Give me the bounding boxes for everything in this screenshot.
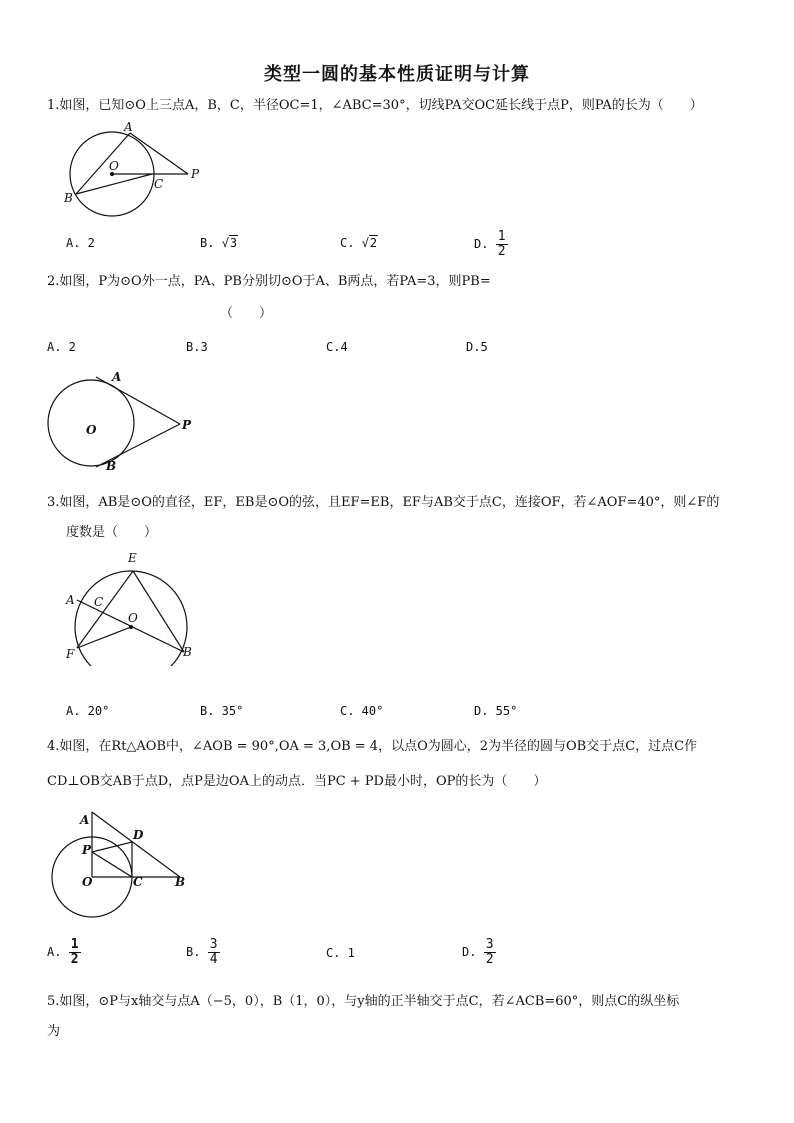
question-5-text-line-2: 为 [47, 1024, 61, 1039]
q2-option-d: D.5 [466, 340, 488, 354]
q2-option-a: A. 2 [47, 340, 76, 354]
sqrt-sign: √3 [221, 236, 238, 250]
q4-option-d: D. $\frac{3}{2}$ [462, 937, 494, 967]
tangent-pa [96, 377, 180, 424]
q3-option-a: A. 20° [66, 704, 110, 718]
question-2-figure [44, 364, 204, 474]
q2-option-b: B.3 [186, 340, 208, 354]
q1-option-b: B. √3 [200, 236, 238, 250]
label-b: B [106, 459, 117, 473]
label-o: O [86, 423, 97, 437]
q2-option-c: C.4 [326, 340, 348, 354]
label-o: O [109, 159, 119, 173]
question-3-figure [60, 548, 210, 666]
label-c: C [94, 595, 104, 609]
label-a: A [124, 120, 133, 134]
page-title: 类型一圆的基本性质证明与计算 [264, 64, 530, 85]
chord-ef [77, 571, 133, 648]
q3-option-c: C. 40° [340, 704, 384, 718]
q1-option-c: C. √2 [340, 236, 378, 250]
question-1-text: 1.如图，已知⊙O上三点A，B，C，半径OC=1，∠ABC=30°，切线PA交OC延长线于点P，则PA的长为（ ） [47, 98, 703, 113]
question-2-text: 2.如图，P为⊙O外一点，PA、PB分别切⊙O于A、B两点，若PA=3，则PB= [47, 274, 491, 289]
label-a: A [112, 370, 122, 384]
question-2-paren: （ ） [220, 306, 273, 321]
segment-ab [92, 812, 180, 877]
question-1-figure [58, 118, 218, 223]
label-o: O [82, 875, 93, 889]
label-a: A [80, 813, 90, 827]
segment-bc [76, 174, 152, 194]
label-c: C [154, 177, 164, 191]
sqrt-sign: √2 [361, 236, 378, 250]
q4-option-b: B. $\frac{3}{4}$ [186, 937, 218, 967]
q3-option-b: B. 35° [200, 704, 244, 718]
label-o: O [128, 611, 138, 625]
label-p: P [82, 843, 92, 857]
label-p: P [191, 167, 200, 181]
q1-option-a: A. 2 [66, 236, 95, 250]
center-point [130, 626, 133, 629]
question-5-text-line-1: 5.如图，⊙P与x轴交与点A（−5，0），B（1，0），与y轴的正半轴交于点C，若∠ACB=60°，则点C的纵坐标 [47, 994, 680, 1009]
label-c: C [133, 875, 143, 889]
label-f: F [66, 647, 75, 661]
question-4-text-line-1: 4.如图，在Rt△AOB中，∠AOB = 90°,OA = 3,OB = 4，以点O为圆心，2为半径的圆与OB交于点C，过点C作 [47, 739, 698, 754]
question-3-text-line-2: 度数是（ ） [66, 525, 158, 540]
label-p: P [182, 418, 192, 432]
q4-option-a: A. $\frac{1}{2}$ [47, 937, 79, 967]
q3-option-d: D. 55° [474, 704, 518, 718]
question-4-text-line-2: CD⊥OB交AB于点D，点P是边OA上的动点．当PC + PD最小时，OP的长为（ ） [47, 774, 547, 789]
q4-option-c: C. 1 [326, 946, 355, 960]
q1-option-d: D. $\frac{1}{2}$ [474, 229, 506, 259]
question-4-figure [44, 800, 204, 918]
label-a: A [66, 593, 75, 607]
label-b: B [64, 191, 73, 205]
label-b: B [183, 645, 192, 659]
label-d: D [133, 828, 144, 842]
label-e: E [128, 551, 137, 565]
question-3-text-line-1: 3.如图，AB是⊙O的直径，EF，EB是⊙O的弦，且EF=EB，EF与AB交于点C，连接OF，若∠AOF=40°，则∠F的 [47, 495, 720, 510]
tangent-pa [130, 133, 188, 174]
label-b: B [175, 875, 186, 889]
segment-pd [92, 842, 132, 852]
